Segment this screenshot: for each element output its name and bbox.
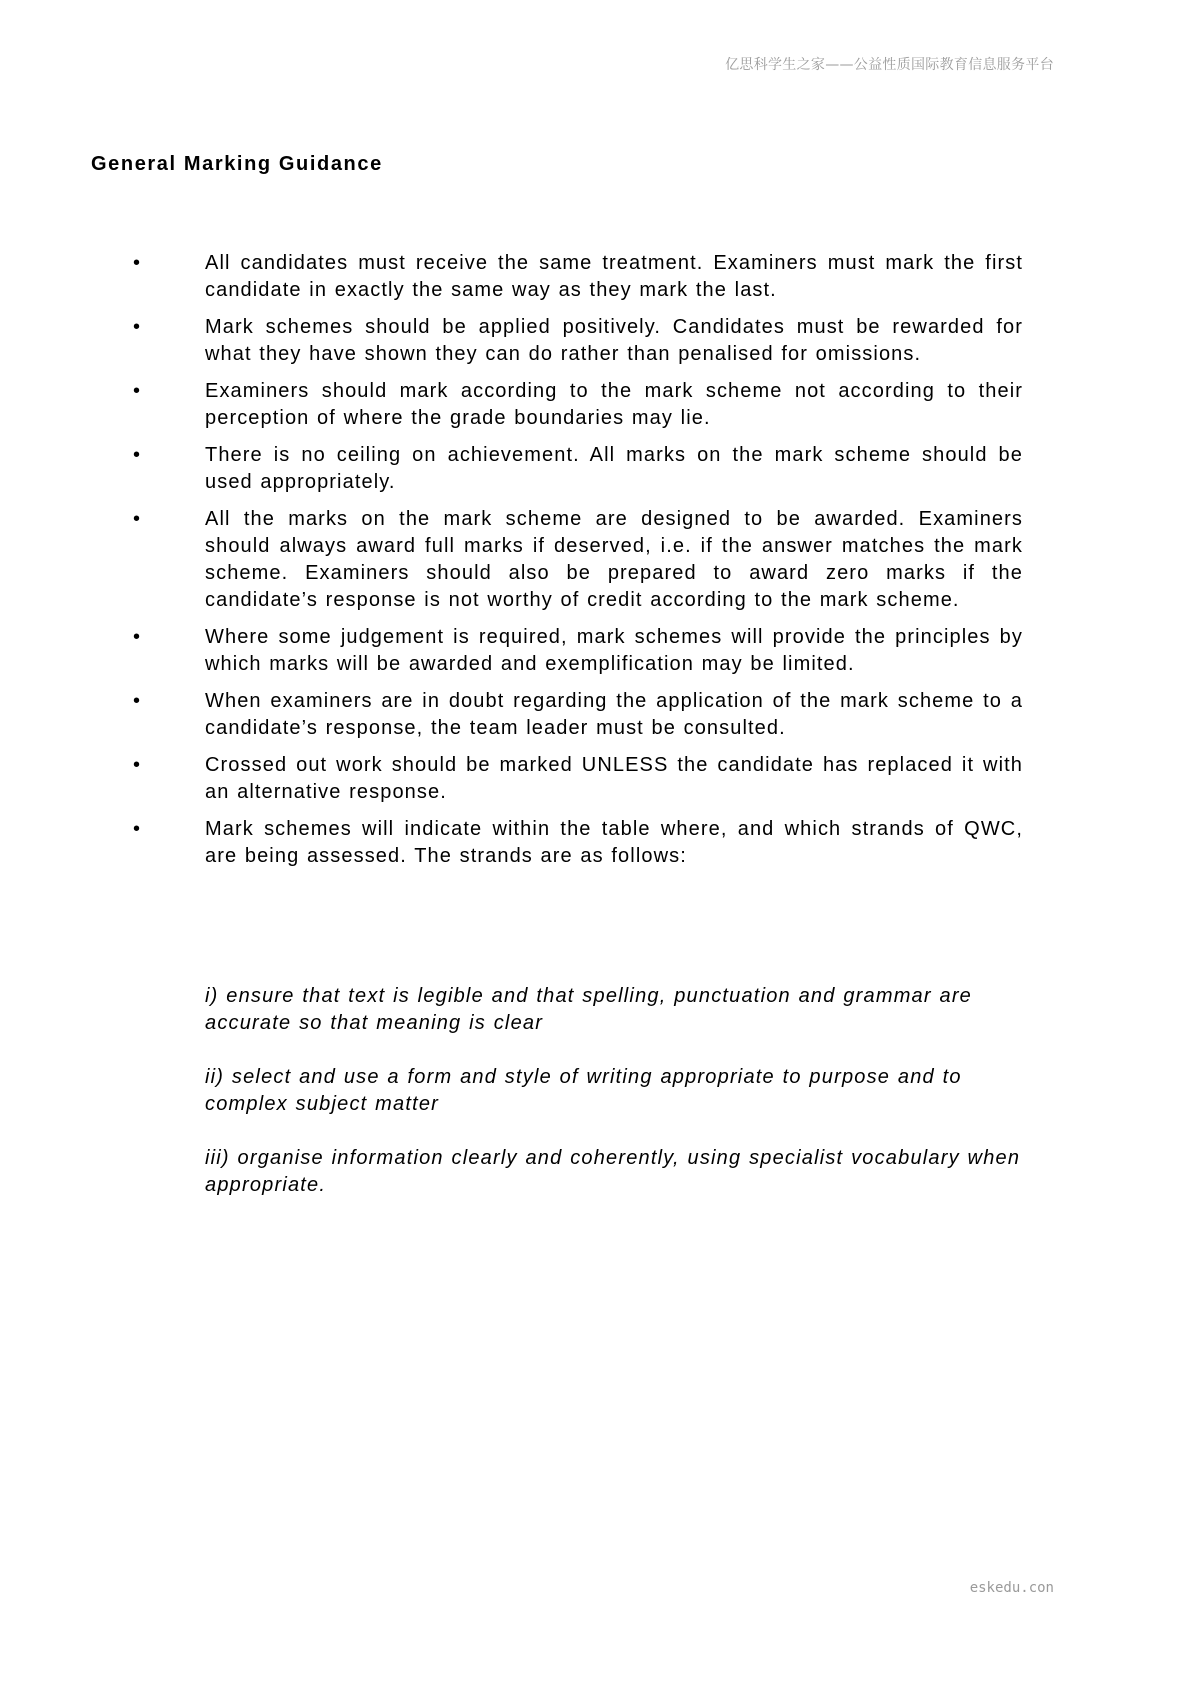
list-item xyxy=(133,688,1023,742)
list-item xyxy=(133,314,1023,368)
footer-watermark: eskedu.con xyxy=(969,1580,1054,1596)
list-item-text: Mark schemes will indicate within the table where, and which strands of QWC, are being assessed. The strands are as follows: xyxy=(205,818,1023,867)
list-item-text: Mark schemes should be applied positively. Candidates must be rewarded for what they have shown they can do rather than penalised for omissions. xyxy=(205,316,1023,365)
bullet-icon: • xyxy=(133,508,142,530)
list-item-text: Examiners should mark according to the mark scheme not according to their perception of where the grade boundaries may lie. xyxy=(205,380,1023,429)
list-item xyxy=(133,816,1023,870)
list-item-text: All the marks on the mark scheme are designed to be awarded. Examiners should always award full marks if deserved, i.e. if the answer matches the mark scheme. Examiners should also be prepared to award zero marks if the candidate’s response is not worthy of credit according to the mark scheme. xyxy=(205,508,1023,611)
list-item xyxy=(133,442,1023,496)
list-item-text: When examiners are in doubt regarding the application of the mark scheme to a candidate’s response, the team leader must be consulted. xyxy=(205,690,1023,739)
guidance-list xyxy=(133,250,1023,880)
list-item xyxy=(133,624,1023,678)
qwc-strands xyxy=(205,983,1045,1226)
page-title: General Marking Guidance xyxy=(91,153,383,175)
bullet-icon: • xyxy=(133,444,142,466)
strand-i: i) ensure that text is legible and that spelling, punctuation and grammar are accurate so that meaning is clear xyxy=(205,985,973,1034)
strand-ii: ii) select and use a form and style of writing appropriate to purpose and to complex subject matter xyxy=(205,1066,962,1115)
list-item-text: Crossed out work should be marked UNLESS the candidate has replaced it with an alternative response. xyxy=(205,754,1023,803)
list-item xyxy=(133,752,1023,806)
bullet-icon: • xyxy=(133,690,142,712)
strand-iii: iii) organise information clearly and coherently, using specialist vocabulary when appropriate. xyxy=(205,1147,1021,1196)
list-item xyxy=(133,506,1023,614)
bullet-icon: • xyxy=(133,316,142,338)
list-item xyxy=(133,250,1023,304)
bullet-icon: • xyxy=(133,754,142,776)
bullet-icon: • xyxy=(133,626,142,648)
list-item xyxy=(133,378,1023,432)
header-watermark: 亿思科学生之家——公益性质国际教育信息服务平台 xyxy=(725,57,1054,73)
list-item-text: There is no ceiling on achievement. All marks on the mark scheme should be used appropriately. xyxy=(205,444,1023,493)
list-item-text: Where some judgement is required, mark schemes will provide the principles by which marks will be awarded and exemplification may be limited. xyxy=(205,626,1023,675)
bullet-icon: • xyxy=(133,380,142,402)
list-item-text: All candidates must receive the same treatment. Examiners must mark the first candidate in exactly the same way as they mark the last. xyxy=(205,252,1023,301)
bullet-icon: • xyxy=(133,818,142,840)
bullet-icon: • xyxy=(133,252,142,274)
